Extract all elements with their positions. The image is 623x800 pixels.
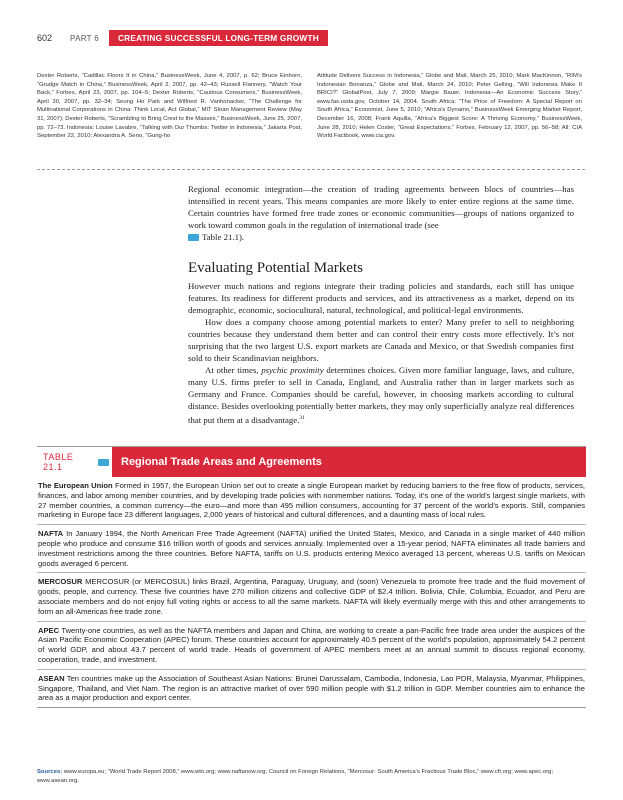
- intro-table-ref[interactable]: Table 21.1).: [202, 232, 245, 242]
- references-block: [37, 72, 582, 141]
- table-row: NAFTA In January 1994, the North American Free Trade Agreement (NAFTA) unified the United States, Mexico, and Canada in a single market of 440 million people who produce and consume $16 trillion worth of goods and services annually. Implemented over a 15-year period, NAFTA eliminates all trade barriers and investment restrictions among the three countries. Before NAFTA, tariffs on U.S. products entering Mexico averaged 13 percent, whereas U.S. tariffs on Mexican goods averaged 6 percent.: [37, 524, 586, 572]
- page-number: 602: [37, 33, 53, 43]
- table-link-icon[interactable]: [188, 234, 199, 241]
- table-21-1: [37, 446, 586, 708]
- sources-label: Sources:: [37, 769, 63, 775]
- section-title: Evaluating Potential Markets: [188, 260, 363, 276]
- section-body: [188, 280, 574, 426]
- section-paragraph-3: At other times, psychic proximity determines choices. Given more familiar language, laws, and culture, many U.S. firms prefer to sell in Canada, England, and Australia rather than in larger markets such as Germany and France. Companies should be careful, however, in choosing markets according to cultural distance. Besides overlooking potentially better markets, they may only superficially analyze real differences that put them at a disadvantage.$^{31}$: [188, 365, 574, 425]
- section-paragraph-1: However much nations and regions integrate their trading policies and standards, each still has unique features. Its readiness for different products and services, and its attractiveness as a market, depend on its demographic, economic, sociocultural, natural, technological, and political-legal environments.: [188, 281, 574, 315]
- dashed-separator: [37, 169, 585, 170]
- intro-text: Regional economic integration—the creation of trading agreements between blocs of countries—has intensified in recent years. This means companies are more likely to enter entire regions at the same time. Certain countries have formed free trade zones or economic communities—groups of nations organized to work toward common goals in the regulation of international trade (see: [188, 184, 574, 230]
- table-row: APEC Twenty-one countries, as well as the NAFTA members and Japan and China, are working to create a pan-Pacific free trade area under the auspices of the Asian Pacific Economic Cooperation (APEC) forum. These countries account for approximately 40.5 percent of the world’s population, approximately 54.2 percent of world GDP, and about 43.7 percent of world trade. Heads of government of APEC members meet at an annual summit to discuss regional economy, cooperation, trade, and investment.: [37, 621, 586, 669]
- table-header: [37, 447, 586, 477]
- table-row: MERCOSUR MERCOSUR (or MERCOSUL) links Brazil, Argentina, Paraguay, Uruguay, and (soon) Venezuela to promote free trade and the fluid movement of goods, people, and currency. These five countries have 270 million citizens and collective GDP of $2.4 trillion. Bolivia, Chile, Columbia, Ecuador, and Peru are associate members and do not enjoy full voting rights or access to all the same markets. NAFTA will likely eventually merge with this and other arrangements to form an all-Americas free trade zone.: [37, 572, 586, 620]
- table-tag-icon: [98, 459, 109, 466]
- intro-paragraph: [188, 183, 574, 243]
- sources-text: www.europa.eu; “World Trade Report 2008,” www.wto.org; www.naftanow.org; Council on Foreign Relations, “Mercosur: South America’s Fractious Trade Bloc,” www.cfr.org; www.apec.org; www.asean.org.: [37, 769, 554, 784]
- references-right: Attitude Delivers Success in Indonesia,” Globe and Mail, March 25, 2010; Mark MacKinnon, “RIM’s Indonesian Bonanza,” Globe and Mail, March 24, 2010; Peter Gelling, “Will Indonesia Make It BRICI?” GlobalPost, July 7, 2009; Margie Bauer, Indonesia—An Economic Success Story,” www.fas.usda.gov, October 14, 2004. South Africa: “The Price of Freedom: A Special Report on South Africa,” Economist, June 5, 2010; “Africa’s Dynamo,” BusinessWeek Emerging Market Report, December 16, 2008; Frank Aquilla, “Africa’s Biggest Score: A Thriving Economy,” BusinessWeek, June 28, 2010; Helen Coster, “Great Expectations,” Forbes, February 12, 2007, pp. 56–58; All: CIA World Factbook, www.cia.gov.: [317, 73, 582, 140]
- section-paragraph-2: How does a company choose among potential markets to enter? Many prefer to sell to neighboring countries because they understand them better and can control their entry costs more effectively. It’s not surprising that the two largest U.S. export markets are Canada and Mexico, or that Swedish companies first sold to their Scandinavian neighbors.: [188, 317, 574, 363]
- part-label: PART 6: [70, 33, 99, 43]
- table-row: ASEAN Ten countries make up the Association of Southeast Asian Nations: Brunei Darussalam, Cambodia, Indonesia, Lao PDR, Malaysia, Myanmar, Philippines, Singapore, Thailand, and Viet Nam. The region is an attractive market of over 590 million people with $1.2 trillion in GDP. Member countries aim to enhance the area as a major production and export center.: [37, 669, 586, 707]
- table-rows: [37, 477, 586, 708]
- references-left: Dexter Roberts, “Cadillac Floors It in China,” BusinessWeek, June 4, 2007, p. 62; Bruce Einhorn, “Grudge Match in China,” BusinessWeek, April 2, 2007, pp. 42–43; Russell Flannery, “Watch Your Back,” Forbes, April 23, 2007, pp. 104–5; Dexter Roberts, “Cautious Consumers,” BusinessWeek, April 30, 2007, pp. 32–34; Seung Ho Park and Wilfried R. Vanhonacker, “The Challenge for Multinational Corporations in China: Think Local, Act Global,” MIT Sloan Management Review (May 31, 2007); Dexter Roberts, “Scrambling to Bring Crest to the Masses,” BusinessWeek, June 25, 2007, pp. 72–73. Indonesia: Louise Lavabre, “Talking with Our Thumbs: Twitter in Indonesia,” Jakarta Post, September 22, 2010; Alexandra A. Seno, “Gung-ho: [37, 73, 302, 140]
- table-row: The European Union Formed in 1957, the European Union set out to create a single European market by reducing barriers to the free flow of products, services, finances, and labor among member countries, and by developing trade policies with nonmember nations. Today, it’s one of the world’s largest single markets, with 27 member countries, a common currency—the euro—and more than 495 million consumers, accounting for 37 percent of the world’s exports. Still, companies marketing in Europe face 23 different languages, 2,000 years of historical and cultural differences, and a daunting mass of local rules.: [38, 481, 585, 520]
- table-title: Regional Trade Areas and Agreements: [112, 447, 586, 477]
- footnote-ref[interactable]: 31: [299, 415, 305, 421]
- table-label: TABLE 21.1: [37, 447, 112, 477]
- part-title: CREATING SUCCESSFUL LONG-TERM GROWTH: [109, 30, 328, 46]
- table-sources: [37, 768, 586, 785]
- psychic-proximity-term: psychic proximity: [261, 365, 324, 375]
- page-header: [37, 31, 328, 45]
